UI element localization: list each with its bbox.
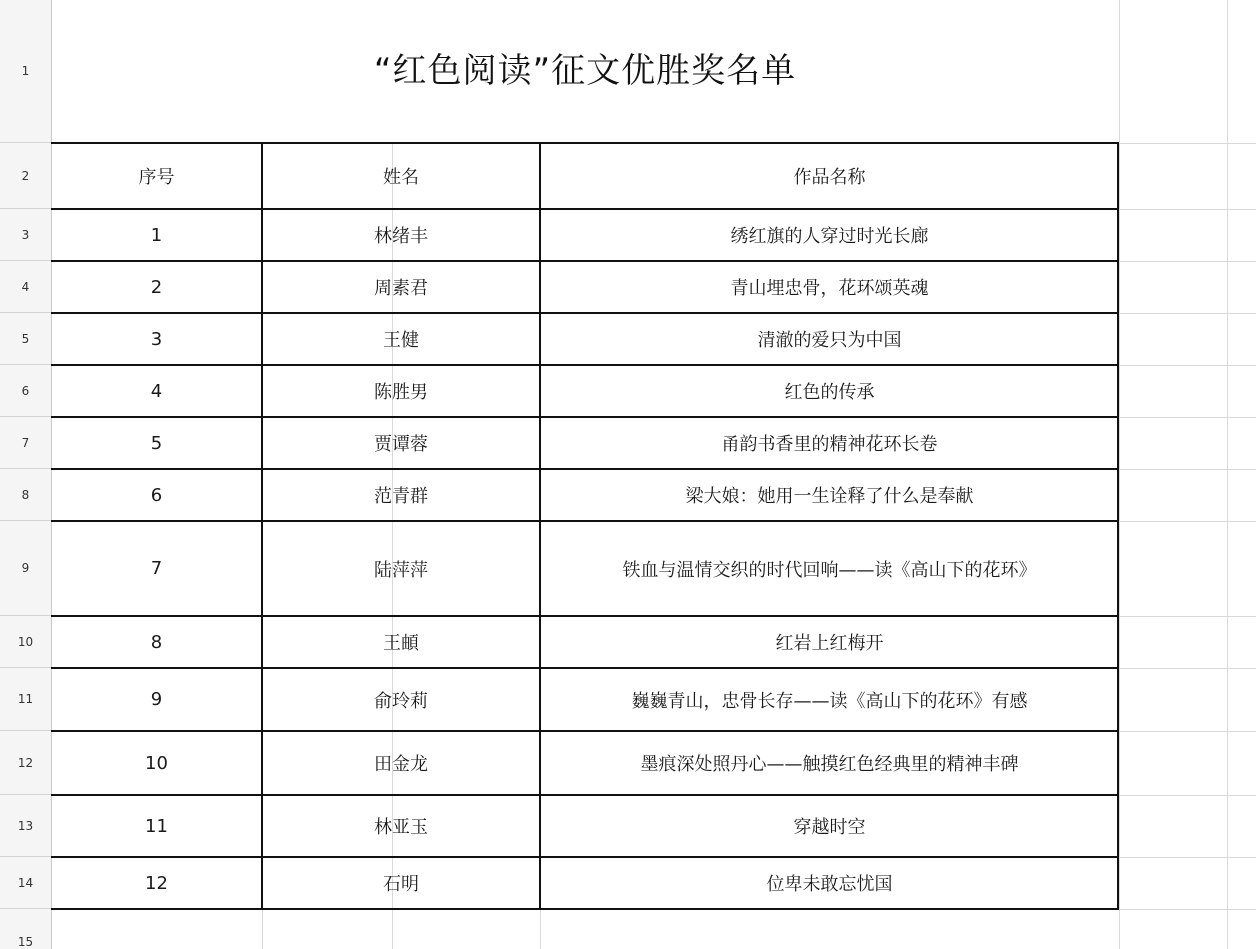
cell-work[interactable]: 铁血与温情交织的时代回响——读《高山下的花环》 bbox=[622, 559, 1037, 581]
cell-name[interactable]: 王健 bbox=[383, 330, 419, 351]
table-border bbox=[51, 615, 1119, 617]
cell-work[interactable]: 红色的传承 bbox=[784, 382, 875, 403]
table-border bbox=[51, 468, 1119, 470]
cell-name[interactable]: 林绪丰 bbox=[374, 226, 428, 247]
table-border bbox=[539, 142, 541, 910]
table-border bbox=[51, 667, 1119, 669]
cell-work[interactable]: 绣红旗的人穿过时光长廊 bbox=[730, 226, 929, 247]
cell-index[interactable]: 4 bbox=[150, 380, 163, 402]
row-number[interactable]: 11 bbox=[0, 668, 51, 731]
row-number[interactable]: 12 bbox=[0, 731, 51, 795]
row-number[interactable]: 13 bbox=[0, 795, 51, 857]
cell-name[interactable]: 王頔 bbox=[383, 633, 419, 654]
cell-work[interactable]: 清澈的爱只为中国 bbox=[757, 330, 902, 351]
header-work[interactable]: 作品名称 bbox=[793, 167, 866, 188]
cell-work[interactable]: 梁大娘：她用一生诠释了什么是奉献 bbox=[685, 486, 974, 507]
cell-index[interactable]: 12 bbox=[145, 872, 168, 894]
cell-index[interactable]: 11 bbox=[145, 815, 168, 837]
cell-name[interactable]: 陈胜男 bbox=[374, 382, 428, 403]
table-border bbox=[51, 856, 1119, 858]
cell-index[interactable]: 1 bbox=[150, 224, 163, 246]
cell-index[interactable]: 3 bbox=[150, 328, 163, 350]
table-border bbox=[51, 908, 1119, 910]
table-border bbox=[51, 142, 1119, 144]
cell-work[interactable]: 墨痕深处照丹心——触摸红色经典里的精神丰碑 bbox=[640, 754, 1019, 775]
row-number[interactable]: 2 bbox=[0, 143, 51, 209]
cell-work[interactable]: 青山埋忠骨，花环颂英魂 bbox=[730, 278, 929, 299]
row-number[interactable]: 4 bbox=[0, 261, 51, 313]
cell-work[interactable]: 穿越时空 bbox=[793, 817, 866, 838]
table-border bbox=[261, 142, 263, 910]
row-number[interactable]: 10 bbox=[0, 616, 51, 668]
table-border bbox=[51, 730, 1119, 732]
table-border bbox=[1117, 142, 1119, 910]
cell-index[interactable]: 2 bbox=[150, 276, 163, 298]
row-number[interactable]: 14 bbox=[0, 857, 51, 909]
row-number[interactable]: 5 bbox=[0, 313, 51, 365]
sheet-title[interactable]: “红色阅读”征文优胜奖名单 bbox=[373, 51, 797, 91]
table-border bbox=[51, 794, 1119, 796]
table-border bbox=[51, 520, 1119, 522]
row-number[interactable]: 8 bbox=[0, 469, 51, 521]
row-number[interactable]: 9 bbox=[0, 521, 51, 616]
cell-index[interactable]: 5 bbox=[150, 432, 163, 454]
cell-name[interactable]: 林亚玉 bbox=[374, 817, 428, 838]
cell-work[interactable]: 甬韵书香里的精神花环长卷 bbox=[721, 434, 938, 455]
table-border bbox=[51, 312, 1119, 314]
cell-index[interactable]: 7 bbox=[150, 558, 163, 579]
row-number[interactable]: 6 bbox=[0, 365, 51, 417]
cell-index[interactable]: 9 bbox=[150, 689, 163, 710]
cell-name[interactable]: 陆萍萍 bbox=[374, 559, 428, 581]
row-number[interactable]: 3 bbox=[0, 209, 51, 261]
cell-name[interactable]: 石明 bbox=[383, 874, 419, 895]
cell-index[interactable]: 6 bbox=[150, 484, 163, 506]
table-border bbox=[51, 416, 1119, 418]
cell-work[interactable]: 巍巍青山，忠骨长存——读《高山下的花环》有感 bbox=[631, 690, 1028, 712]
table-border bbox=[51, 208, 1119, 210]
row-number[interactable]: 7 bbox=[0, 417, 51, 469]
cell-index[interactable]: 10 bbox=[145, 752, 168, 774]
header-index[interactable]: 序号 bbox=[138, 167, 175, 188]
cell-name[interactable]: 俞玲莉 bbox=[374, 690, 428, 712]
cell-name[interactable]: 贾谭蓉 bbox=[374, 434, 428, 455]
cell-work[interactable]: 位卑未敢忘忧国 bbox=[766, 874, 893, 895]
row-number[interactable]: 1 bbox=[0, 0, 51, 143]
cell-name[interactable]: 范青群 bbox=[374, 486, 428, 507]
cell-name[interactable]: 周素君 bbox=[374, 278, 428, 299]
table-border bbox=[51, 364, 1119, 366]
cell-name[interactable]: 田金龙 bbox=[374, 754, 428, 775]
table-border bbox=[51, 260, 1119, 262]
header-name[interactable]: 姓名 bbox=[383, 167, 419, 188]
row-number[interactable]: 15 bbox=[17, 935, 34, 949]
cell-work[interactable]: 红岩上红梅开 bbox=[775, 633, 884, 654]
cell-index[interactable]: 8 bbox=[150, 631, 163, 653]
